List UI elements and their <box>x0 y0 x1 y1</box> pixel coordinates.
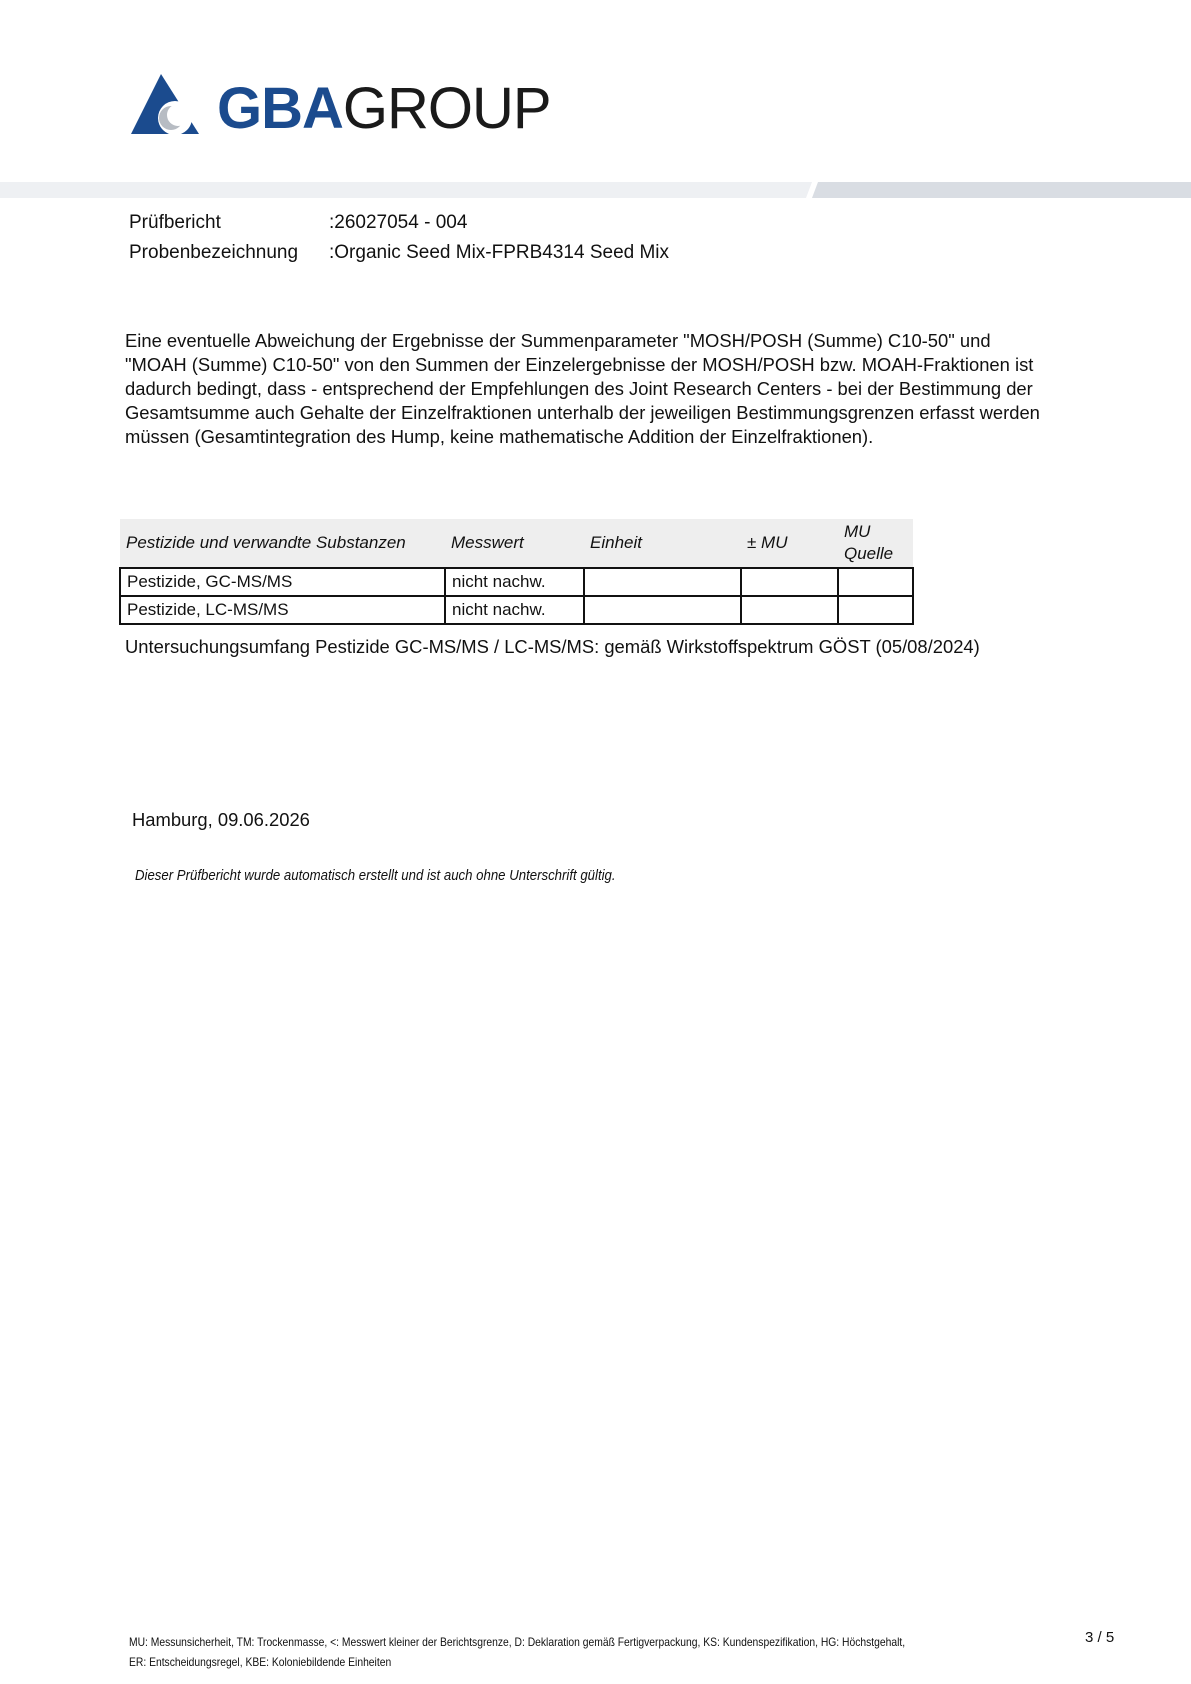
logo-wordmark-light: GROUP <box>342 76 551 141</box>
logo-wordmark <box>217 78 551 140</box>
table-cell <box>838 596 913 624</box>
meta-row-report-number <box>129 208 669 238</box>
gba-group-logo <box>131 74 551 144</box>
header-band <box>0 182 1191 198</box>
table-cell: nicht nachw. <box>445 568 584 596</box>
logo-mark-icon <box>131 74 203 136</box>
report-meta <box>129 208 669 268</box>
footer-line: MU: Messunsicherheit, TM: Trockenmasse, <: Messwert kleiner der Berichtsgrenze, D: Deklaration gemäß Fertigverpackung, KS: Kundenspezifikation, HG: Höchstgehalt, <box>129 1635 906 1649</box>
table-cell <box>741 568 838 596</box>
automatic-report-note: Dieser Prüfbericht wurde automatisch erstellt und ist auch ohne Unterschrift gültig. <box>135 867 616 884</box>
table-cell: nicht nachw. <box>445 596 584 624</box>
place-date: Hamburg, 09.06.2026 <box>132 809 310 830</box>
meta-value: :26027054 - 004 <box>329 212 468 233</box>
page-number: 3 / 5 <box>1085 1629 1115 1646</box>
logo-wordmark-bold: GBA <box>217 76 343 141</box>
meta-label: Probenbezeichnung <box>129 242 299 263</box>
table-cell <box>584 596 741 624</box>
meta-row-sample-name <box>129 238 669 268</box>
column-header: ± MU <box>741 519 838 568</box>
meta-value: :Organic Seed Mix-FPRB4314 Seed Mix <box>329 242 670 263</box>
table-row <box>120 568 913 596</box>
abbreviations-footer <box>129 1632 905 1672</box>
analysis-scope-note: Untersuchungsumfang Pestizide GC-MS/MS / LC-MS/MS: gemäß Wirkstoffspektrum GÖST (05/08/2024) <box>125 636 980 657</box>
table-cell <box>741 596 838 624</box>
column-header: Messwert <box>445 519 584 568</box>
table-header-row <box>120 519 913 568</box>
table-cell <box>838 568 913 596</box>
column-header: Pestizide und verwandte Substanzen <box>120 519 445 568</box>
table-cell: Pestizide, LC-MS/MS <box>120 596 445 624</box>
pesticide-results-table <box>119 519 914 625</box>
meta-label: Prüfbericht <box>129 212 221 233</box>
table-cell: Pestizide, GC-MS/MS <box>120 568 445 596</box>
column-header: MU Quelle <box>838 519 913 568</box>
table-cell <box>584 568 741 596</box>
footer-line: ER: Entscheidungsregel, KBE: Koloniebildende Einheiten <box>129 1655 392 1669</box>
column-header: Einheit <box>584 519 741 568</box>
table-row <box>120 596 913 624</box>
mosh-moah-notice: Eine eventuelle Abweichung der Ergebnisse der Summenparameter "MOSH/POSH (Summe) C10-50" und "MOAH (Summe) C10-50" von den Summen der Einzelergebnisse der MOSH/POSH bzw. MOAH-Fraktionen ist dadurch bedingt, dass - entsprechend der Empfehlungen des Joint Research Centers - bei der Bestimmung der Gesamtsumme auch Gehalte der Einzelfraktionen unterhalb der jeweiligen Bestimmungsgrenzen erfasst werden müssen (Gesamtintegration des Hump, keine mathematische Addition der Einzelfraktionen). <box>125 330 1040 447</box>
